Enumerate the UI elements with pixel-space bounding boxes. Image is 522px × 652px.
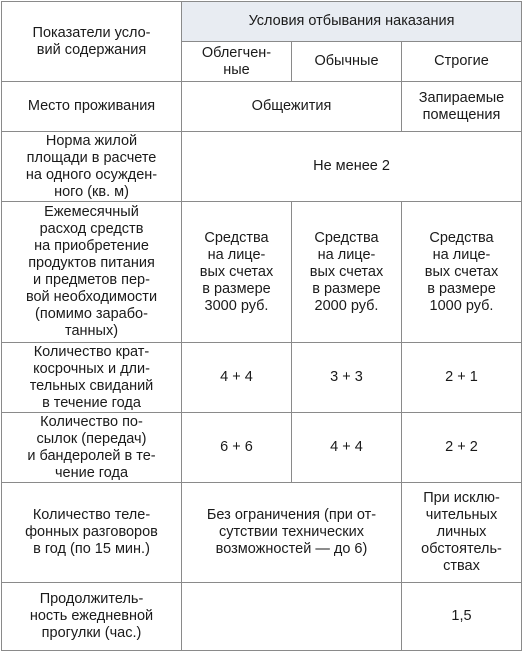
row-value-strict: 2 + 1 (402, 343, 522, 413)
row-value-light: Средства на лице- вых счетах в размере 3000 руб. (182, 202, 292, 343)
row-merged-value: Общежития (182, 82, 402, 132)
header-regime-normal: Обычные (292, 42, 402, 82)
row-strict-value: Запираемые помещения (402, 82, 522, 132)
table-row (2, 202, 522, 343)
table-row (2, 132, 522, 202)
table-row (2, 583, 522, 651)
table-row (2, 343, 522, 413)
row-all-value: Не менее 2 (182, 132, 522, 202)
row-strict-value: 1,5 (402, 583, 522, 651)
table-row (2, 413, 522, 483)
table-row (2, 82, 522, 132)
table-row (2, 483, 522, 583)
row-value-normal: 4 + 4 (292, 413, 402, 483)
row-label: Количество крат- косрочных и дли- тельных свиданий в течение года (2, 343, 182, 413)
row-label: Продолжитель- ность ежедневной прогулки (час.) (2, 583, 182, 651)
header-regime-light: Облегчен- ные (182, 42, 292, 82)
row-merged-value: Без ограничения (при от- сутствии технических возможностей — до 6) (182, 483, 402, 583)
row-strict-value: При исклю- чительных личных обстоятель- ствах (402, 483, 522, 583)
header-regime-strict: Строгие (402, 42, 522, 82)
row-label: Количество по- сылок (передач) и бандеролей в те- чение года (2, 413, 182, 483)
row-value-light: 6 + 6 (182, 413, 292, 483)
row-value-normal: Средства на лице- вых счетах в размере 2000 руб. (292, 202, 402, 343)
row-label: Количество теле- фонных разговоров в год (по 15 мин.) (2, 483, 182, 583)
row-label: Норма жилой площади в расчете на одного осужден- ного (кв. м) (2, 132, 182, 202)
row-merged-value (182, 583, 402, 651)
row-value-strict: 2 + 2 (402, 413, 522, 483)
row-label: Ежемесячный расход средств на приобретение продуктов питания и предметов пер- вой необходимости (помимо зарабо- танных) (2, 202, 182, 343)
header-indicator-cell: Показатели усло- вий содержания (2, 2, 182, 82)
row-label: Место проживания (2, 82, 182, 132)
regime-conditions-table (1, 1, 522, 651)
header-group-cell: Условия отбывания наказания (182, 2, 522, 42)
row-value-strict: Средства на лице- вых счетах в размере 1000 руб. (402, 202, 522, 343)
row-value-normal: 3 + 3 (292, 343, 402, 413)
row-value-light: 4 + 4 (182, 343, 292, 413)
